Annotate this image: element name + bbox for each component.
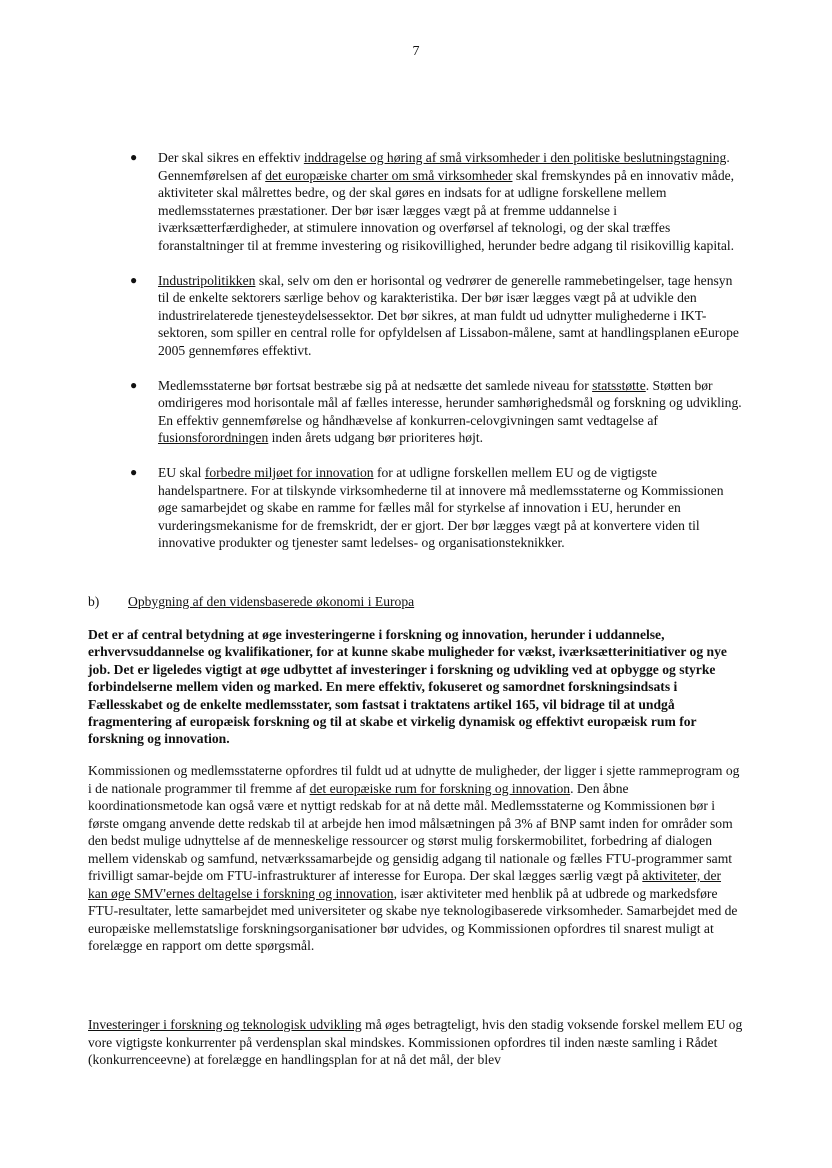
underlined-phrase: det europæiske rum for forskning og innovation [309,780,571,796]
bullet-text-middle: . Gennemførelsen af [158,150,730,183]
bullet-item [130,377,745,447]
paragraph-text-start: Kommissionen og medlemsstaterne opfordres til fuldt ud at udnytte de muligheder, der ligger i sjette rammeprogram og i de nationale programmer til fremme af [88,763,740,796]
section-title: Opbygning af den vidensbaserede økonomi i Europa [128,594,415,609]
underlined-phrase: Industripolitikken [158,272,256,288]
paragraph-text-end: , især aktiviteter med henblik på at udbrede og markedsføre FTU-resultater, lette samarbejdet med universiteter og skabe nye teknologibaserede virksomheder. Samarbejdet med de europæiske mellemstatslige forskningsorganisationer bør udvides, og Kommissionen opfordres til snarest muligt at forelægge en rapport om dette spørgsmål. [88,885,738,953]
bullet-text-start: EU skal [158,464,205,480]
paragraph-text-middle: . Den åbne koordinationsmetode kan også være et nyttigt redskab for at nå dette mål. Medlemsstaterne og Kommissionen bør i første omgang anvende dette redskab til at arbejde hen imod målsætningen på 3% af BNP samt inden for områder som den bedst mulige udnyttelse af de menneskelige ressourcer og størst mulig forskermobilitet, forbedring af dialogen mellem videnskab og samfund, netværkssamarbejde og gensidig adgang til nationale og fælles FTU-programmer samt frivilligt samar-bejde om FTU-infrastrukturer af interesse for Europa. Der skal lægges særlig vægt på [88,780,733,883]
bullet-text-end: skal fremskyndes på en innovativ måde, aktiviteter skal målrettes bedre, og der skal gøres en indsats for at udligne forskellene mellem medlemsstaternes præstationer. Der bør især lægges vægt på at fremme uddannelse i iværksætterfærdigheder, at stimulere innovation og overførsel af teknologi, og der skal træffes foranstaltninger til at fremme investering og risikovillighed, herunder bedre adgang til risikovillig kapital. [158,167,735,253]
bullet-item [130,149,745,255]
bullet-item [130,272,745,360]
bullet-text-end: inden årets udgang bør prioriteres højt. [268,430,484,446]
bullet-icon: ● [130,272,138,287]
bullet-list [130,149,745,569]
underlined-phrase: aktiviteter, der kan øge SMV'ernes deltagelse i forskning og innovation [88,868,722,901]
body-paragraph [88,762,743,955]
bullet-text-start: Der skal sikres en effektiv [158,150,304,165]
underlined-phrase: Investeringer i forskning og teknologisk udvikling [88,1017,362,1032]
page-number: 7 [412,44,420,59]
bullet-icon: ● [130,377,138,392]
paragraph-text-end: må øges betragteligt, hvis den stadig voksende forskel mellem EU og vore vigtigste konkurrenter på verdensplan skal mindskes. Kommissionen opfordres til inden næste samling i Rådet (konkurrenceevne) at forelægge en handlingsplan for at nå det mål, der blev [88,1017,743,1067]
bullet-icon: ● [130,150,138,164]
bold-summary-paragraph: Det er af central betydning at øge investeringerne i forskning og innovation, herunder i uddannelse, erhvervsuddannelse og kvalifikationer, for at kunne skabe muligheder for vækst, iværksætterinitiativer og nye job. Det er ligeledes vigtigt at øge udbyttet af investeringer i forskning og udvikling ved at opbygge og styrke forbindelserne mellem viden og marked. En mere effektiv, fokuseret og samordnet forskningsindsats i Fællesskabet og de enkelte medlemsstater, som fastsat i traktatens artikel 165, vil bidrage til at undgå fragmentering af europæisk forskning og til at skabe et virkelig dynamisk og effektivt europæisk rum for forskning og innovation. [88,627,727,747]
bullet-text-end: for at udligne forskellen mellem EU og de vigtigste handelspartnere. For at tilskynde virksomhederne til at innovere må medlemsstaterne og Kommissionen øge samarbejdet og skabe en ramme for fælles mål for styrkelse af innovation i EU, herunder en vurderingsmekanisme for de fremskridt, der er gjort. Der bør lægges vægt på at konvertere viden til innovative produkter og tjenester samt ledelses- og organisationsteknikker. [158,464,724,551]
bullet-text-middle: . Støtten bør omdirigeres mod horisontale mål af fælles interesse, herunder samhørighedsmål og forskning og udvikling. En effektiv gennemførelse og håndhævelse af konkurren-celovgivningen samt vedtagelse af [158,377,742,428]
underlined-phrase: forbedre miljøet for innovation [204,464,374,480]
bullet-text-start: Medlemsstaterne bør fortsat bestræbe sig på at nedsætte det samlede niveau for [158,377,593,393]
bullet-item [130,464,745,552]
bullet-icon: ● [130,464,138,479]
underlined-phrase: det europæiske charter om små virksomheder [265,167,513,183]
body-paragraph [88,1016,743,1069]
underlined-phrase: statsstøtte [592,377,646,393]
underlined-phrase: inddragelse og høring af små virksomheder i den politiske beslutningstagning [303,150,727,165]
bullet-text-end: skal, selv om den er horisontal og vedrører de generelle rammebetingelser, tage hensyn til de enkelte sektorers særlige behov og karakteristika. Der bør især lægges vægt på at udvikle den industrirelaterede tjenesteydelsessektor. Det bør sikres, at man fuldt ud udnytter mulighederne i IKT-sektoren, som spiller en central rolle for opfyldelsen af Lissabon-målene, samt at handlingsplanen eEurope 2005 gennemføres effektivt. [158,272,739,358]
section-heading [88,593,748,611]
underlined-phrase: fusionsforordningen [158,430,269,446]
section-letter: b) [88,594,100,609]
